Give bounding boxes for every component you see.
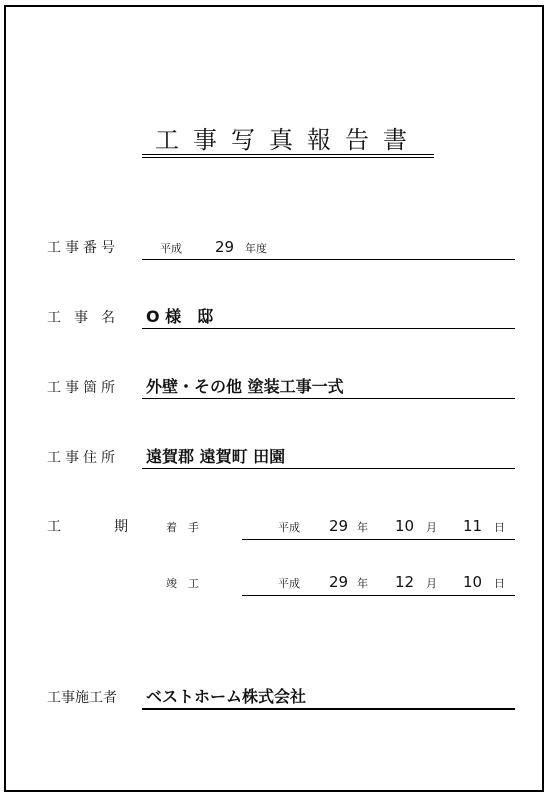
construction-name-value: O 様 邸 xyxy=(146,307,214,326)
construction-number-label: 工事番号 xyxy=(47,240,119,256)
period-start-day-unit: 日 xyxy=(494,521,505,534)
period-end-day-unit: 日 xyxy=(494,577,505,590)
period-end-month: 12 xyxy=(395,573,415,591)
contractor-underline xyxy=(142,708,515,710)
period-label-second: 期 xyxy=(114,519,128,535)
period-end-month-unit: 月 xyxy=(426,577,437,590)
period-end-year: 29 xyxy=(329,573,349,591)
construction-location-label: 工事箇所 xyxy=(47,380,119,396)
period-end-underline xyxy=(242,595,515,596)
period-label-first: 工 xyxy=(47,519,61,535)
period-start-era: 平成 xyxy=(278,521,300,534)
construction-name-label: 工事名 xyxy=(47,310,128,326)
contractor-label: 工事施工者 xyxy=(47,690,117,706)
construction-address-underline xyxy=(142,468,515,469)
period-end-day: 10 xyxy=(463,573,483,591)
period-start-year-unit: 年 xyxy=(357,521,368,534)
period-end-year-unit: 年 xyxy=(357,577,368,590)
period-start-day: 11 xyxy=(463,517,483,535)
period-end-label: 竣 工 xyxy=(166,577,199,590)
construction-number-suffix: 年度 xyxy=(245,242,267,255)
construction-address-value: 遠賀郡 遠賀町 田園 xyxy=(146,447,286,466)
period-start-label: 着 手 xyxy=(166,521,199,534)
period-end-era: 平成 xyxy=(278,577,300,590)
construction-address-label: 工事住所 xyxy=(47,450,119,466)
construction-location-value: 外壁・その他 塗装工事一式 xyxy=(146,377,344,396)
contractor-value: ベストホーム株式会社 xyxy=(146,687,307,706)
title-underline-double xyxy=(142,157,434,158)
construction-location-underline xyxy=(142,398,515,399)
construction-number-underline xyxy=(142,259,515,260)
period-start-month-unit: 月 xyxy=(426,521,437,534)
period-start-month: 10 xyxy=(395,517,415,535)
construction-name-underline xyxy=(142,328,515,329)
period-start-year: 29 xyxy=(329,517,349,535)
period-start-underline xyxy=(242,539,515,540)
construction-number-era: 平成 xyxy=(160,242,182,255)
title-underline xyxy=(142,154,434,155)
document-title: 工事写真報告書 xyxy=(155,126,421,154)
construction-number-year: 29 xyxy=(215,238,235,256)
